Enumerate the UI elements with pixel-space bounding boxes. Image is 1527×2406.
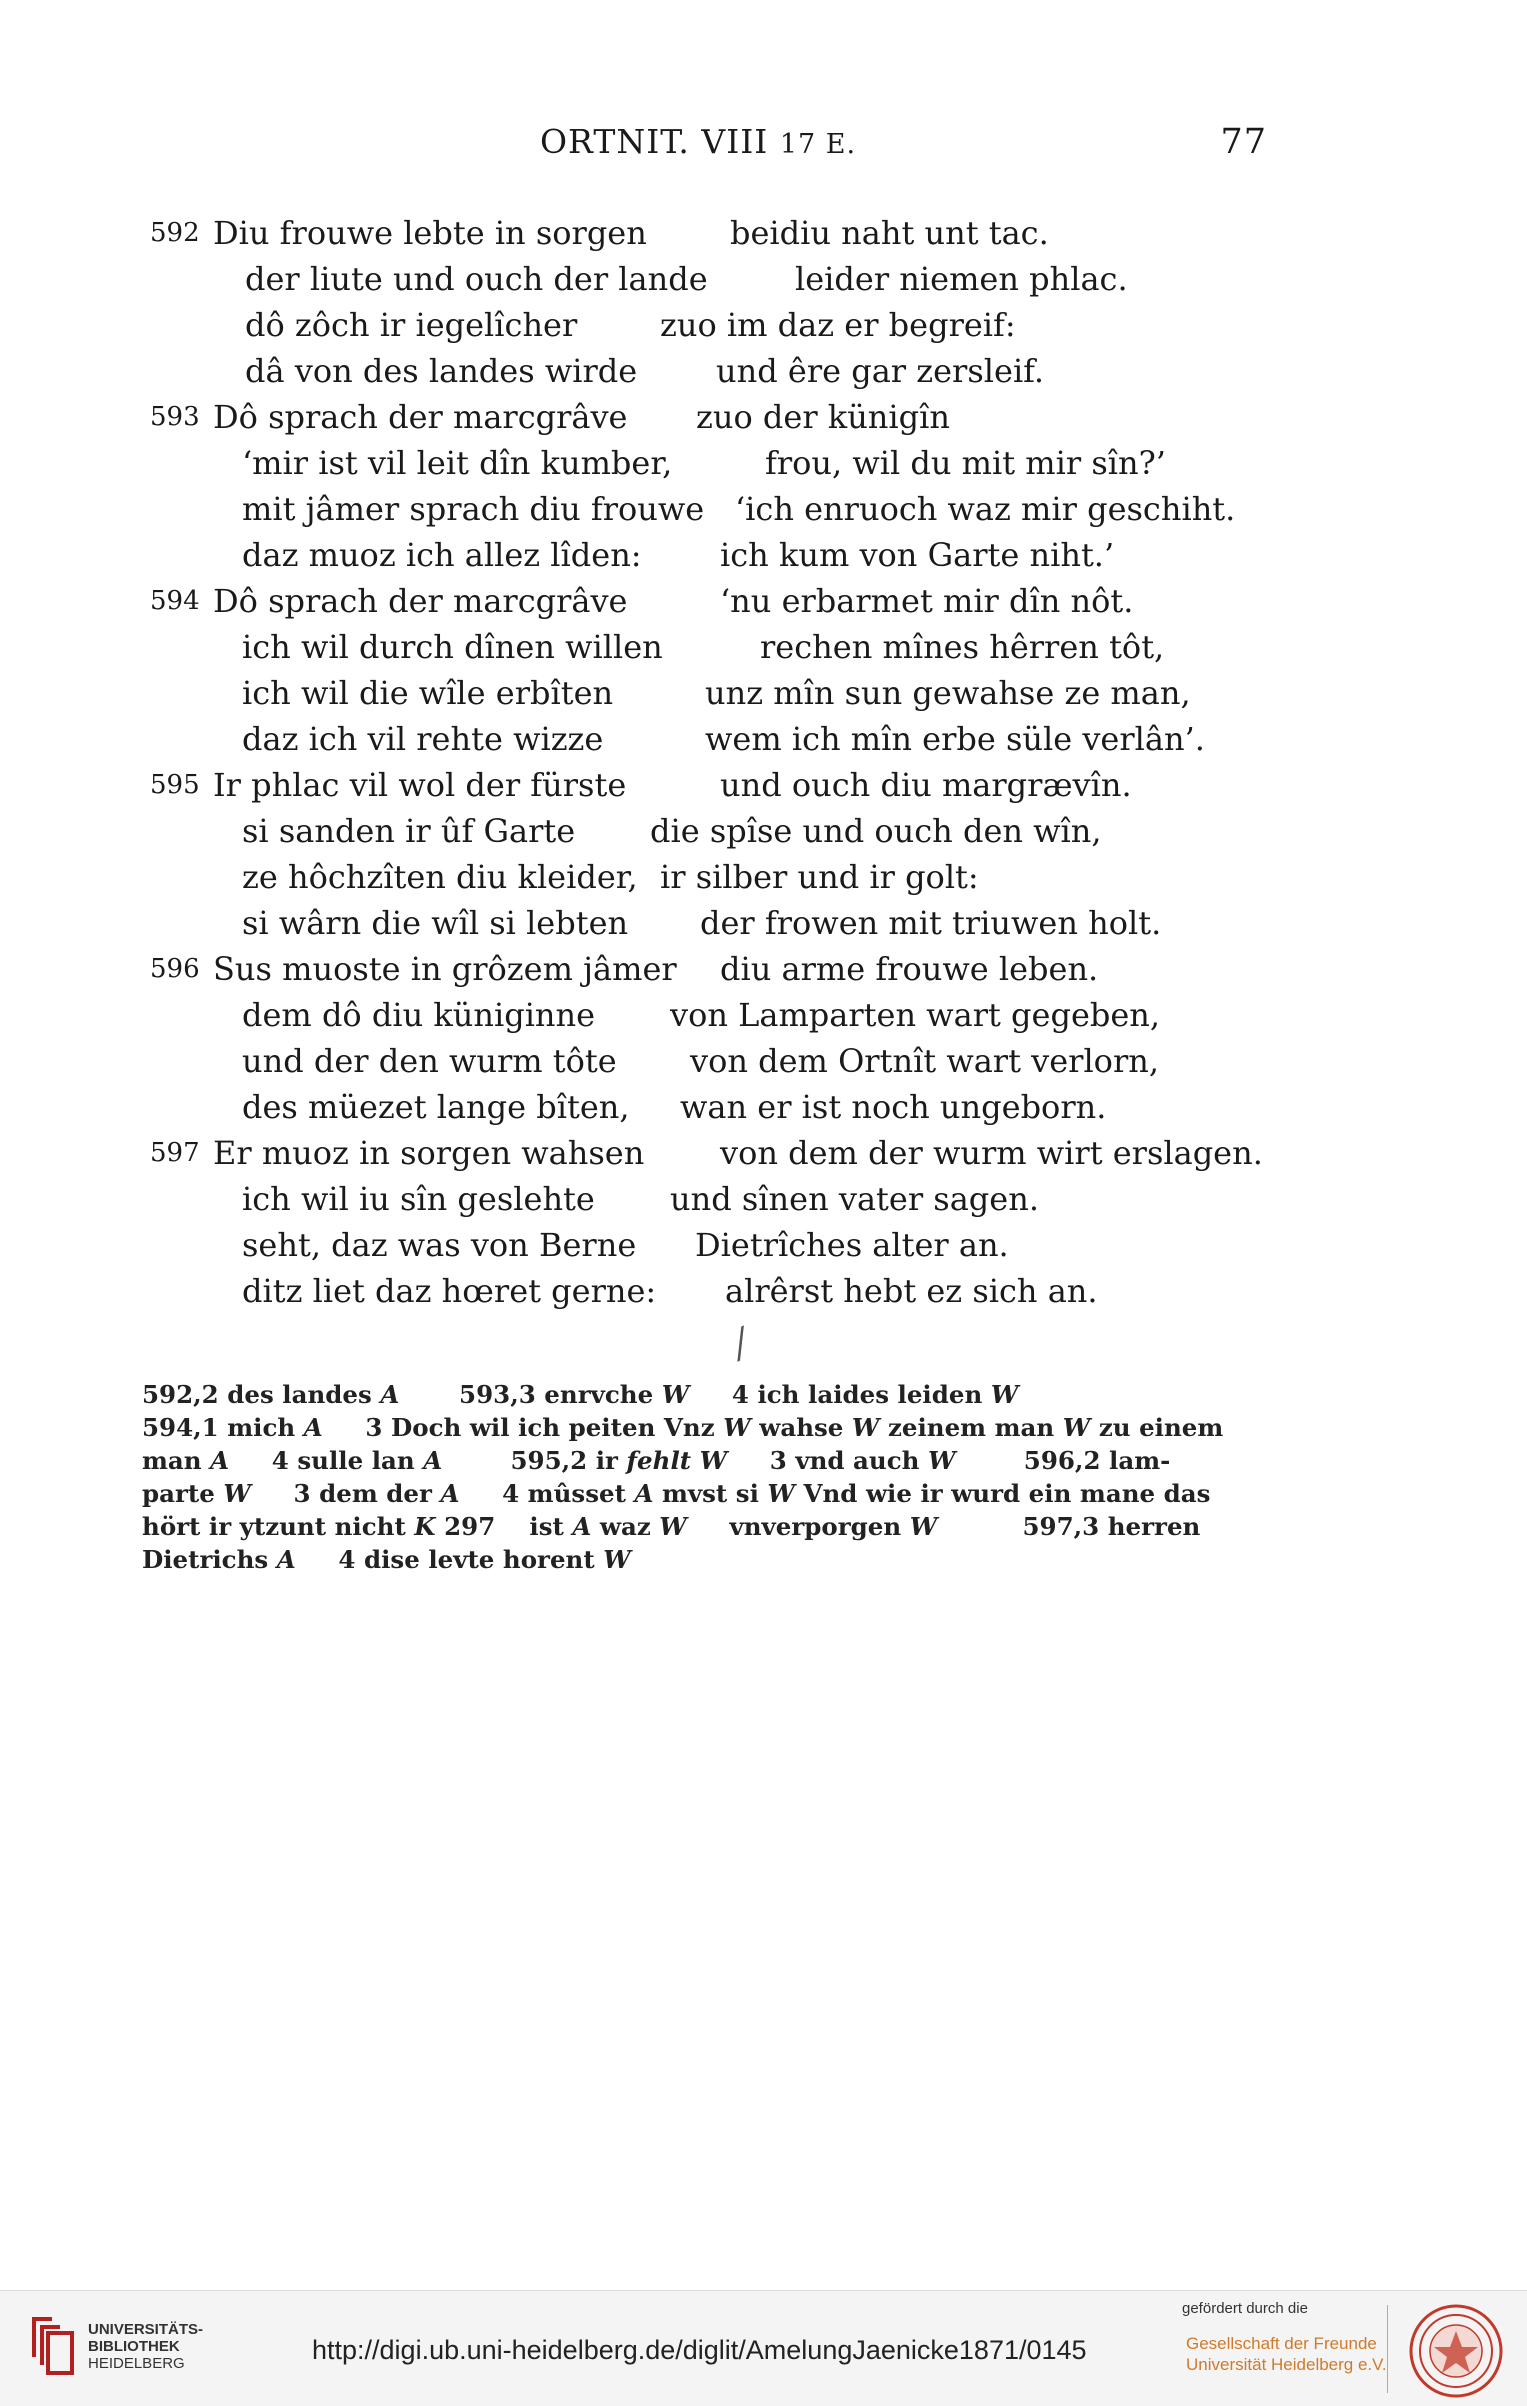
- verse-half-line-b: alrêrst hebt ez sich an.: [725, 1272, 1098, 1310]
- manuscript-siglum: A: [276, 1545, 296, 1574]
- verse-line: [150, 624, 1280, 670]
- manuscript-siglum: A: [423, 1446, 443, 1475]
- verse-half-line-b: frou, wil du mit mir sîn?’: [765, 444, 1166, 482]
- apparatus-line: [142, 1477, 1257, 1510]
- apparatus-text: 297 ist: [435, 1512, 573, 1541]
- apparatus-text: wahse: [750, 1413, 852, 1442]
- verse-half-line-b: der frowen mit triuwen holt.: [700, 904, 1162, 942]
- manuscript-siglum: W: [1062, 1413, 1091, 1442]
- stanza-number: 592: [150, 218, 200, 248]
- verse-line: [150, 210, 1280, 256]
- verse-half-line-b: wem ich mîn erbe süle verlân’.: [705, 720, 1205, 758]
- stanza-number: 597: [150, 1138, 200, 1168]
- verse-half-line-a: mit jâmer sprach diu frouwe: [242, 490, 705, 528]
- university-seal-icon: [1408, 2303, 1504, 2399]
- manuscript-siglum: A: [634, 1479, 654, 1508]
- apparatus-text: vnverporgen: [686, 1512, 910, 1541]
- verse-half-line-a: daz muoz ich allez lîden:: [242, 536, 642, 574]
- verse-half-line-b: unz mîn sun gewahse ze man,: [705, 674, 1191, 712]
- verse-line: [150, 762, 1280, 808]
- manuscript-siglum: W: [851, 1413, 880, 1442]
- verse-half-line-a: Dô sprach der marcgrâve: [213, 582, 628, 620]
- manuscript-siglum: W: [659, 1512, 687, 1541]
- verse-line: [150, 256, 1280, 302]
- apparatus-text: Vnd wie ir wurd ein mane das: [794, 1479, 1211, 1508]
- manuscript-siglum: W: [723, 1413, 751, 1442]
- verse-half-line-a: Diu frouwe lebte in sorgen: [213, 214, 647, 252]
- verse-half-line-a: ditz liet daz hœret gerne:: [242, 1272, 657, 1310]
- manuscript-siglum: W: [990, 1380, 1019, 1409]
- apparatus-text: 4 mûsset: [459, 1479, 635, 1508]
- verse-half-line-b: leider niemen phlac.: [795, 260, 1128, 298]
- manuscript-siglum: W: [767, 1479, 795, 1508]
- pencil-mark: ⁄: [728, 1322, 755, 1368]
- manuscript-siglum: A: [303, 1413, 323, 1442]
- manuscript-siglum: W: [661, 1380, 690, 1409]
- apparatus-text: parte: [142, 1479, 224, 1508]
- verse-line: [150, 394, 1280, 440]
- verse-half-line-a: ich wil iu sîn geslehte: [242, 1180, 595, 1218]
- apparatus-text: waz: [591, 1512, 660, 1541]
- verse-half-line-a: Er muoz in sorgen wahsen: [213, 1134, 645, 1172]
- verse-line: [150, 900, 1280, 946]
- manuscript-siglum: A: [572, 1512, 592, 1541]
- verse-line: [150, 1268, 1280, 1314]
- verse-half-line-a: Sus muoste in grôzem jâmer: [213, 950, 677, 988]
- verse-half-line-b: zuo der künigîn: [696, 398, 950, 436]
- apparatus-text: man: [142, 1446, 211, 1475]
- verse-line: [150, 1222, 1280, 1268]
- verse-half-line-a: des müezet lange bîten,: [242, 1088, 630, 1126]
- apparatus-text: Dietrichs: [142, 1545, 277, 1574]
- verse-line: [150, 1130, 1280, 1176]
- verse-half-line-a: dâ von des landes wirde: [245, 352, 638, 390]
- apparatus-text: mvst si: [653, 1479, 768, 1508]
- manuscript-siglum: W: [603, 1545, 631, 1574]
- verse-half-line-b: rechen mînes hêrren tôt,: [760, 628, 1165, 666]
- apparatus-line: [142, 1378, 1257, 1411]
- verse-line: [150, 1038, 1280, 1084]
- verse-half-line-a: Ir phlac vil wol der fürste: [213, 766, 627, 804]
- apparatus-text: zeinem man: [879, 1413, 1063, 1442]
- apparatus-text: 592,2 des landes: [142, 1380, 381, 1409]
- manuscript-siglum: K: [414, 1512, 436, 1541]
- apparatus-text: 4 dise levte horent: [295, 1545, 604, 1574]
- verse-text: [150, 210, 1280, 1314]
- permalink-url[interactable]: http://digi.ub.uni-heidelberg.de/diglit/AmelungJaenicke1871/0145: [312, 2335, 1087, 2365]
- sponsor-label: gefördert durch die: [1182, 2300, 1308, 2317]
- stanza-number: 596: [150, 954, 200, 984]
- apparatus-line: [142, 1411, 1257, 1444]
- apparatus-text: 3 Doch wil ich peiten Vnz: [322, 1413, 724, 1442]
- verse-half-line-a: dô zôch ir iegelîcher: [245, 306, 578, 344]
- verse-line: [150, 578, 1280, 624]
- verse-half-line-a: der liute und ouch der lande: [245, 260, 708, 298]
- critical-apparatus: [142, 1378, 1257, 1576]
- running-title: ORTNIT. VIII 17 E.: [540, 122, 857, 161]
- verse-half-line-a: seht, daz was von Berne: [242, 1226, 637, 1264]
- verse-half-line-a: si sanden ir ûf Garte: [242, 812, 576, 850]
- apparatus-line: [142, 1543, 1257, 1576]
- verse-line: [150, 302, 1280, 348]
- verse-line: [150, 854, 1280, 900]
- apparatus-text: 597,3 herren: [937, 1512, 1201, 1541]
- stanza-number: 594: [150, 586, 200, 616]
- manuscript-siglum: A: [440, 1479, 460, 1508]
- verse-half-line-b: von dem Ortnît wart verlorn,: [690, 1042, 1160, 1080]
- verse-line: [150, 486, 1280, 532]
- page-number: 77: [1220, 122, 1267, 162]
- apparatus-text: 3 dem der: [250, 1479, 441, 1508]
- verse-half-line-b: beidiu naht unt tac.: [730, 214, 1049, 252]
- verse-half-line-b: ir silber und ir golt:: [660, 858, 979, 896]
- apparatus-text: 4 sulle lan: [229, 1446, 424, 1475]
- apparatus-text: 594,1 mich: [142, 1413, 304, 1442]
- verse-half-line-b: wan er ist noch ungeborn.: [680, 1088, 1107, 1126]
- manuscript-siglum: W: [699, 1446, 728, 1475]
- verse-half-line-b: die spîse und ouch den wîn,: [650, 812, 1102, 850]
- verse-half-line-b: und êre gar zersleif.: [716, 352, 1045, 390]
- verse-half-line-b: und ouch diu margrævîn.: [720, 766, 1132, 804]
- verse-half-line-b: ich kum von Garte niht.’: [720, 536, 1115, 574]
- apparatus-text: 3 vnd auch: [727, 1446, 929, 1475]
- verse-half-line-a: ich wil durch dînen willen: [242, 628, 663, 666]
- apparatus-text: 4 ich laides leiden: [689, 1380, 991, 1409]
- digitization-footer: [0, 2290, 1527, 2406]
- verse-line: [150, 670, 1280, 716]
- verse-half-line-b: ‘nu erbarmet mir dîn nôt.: [720, 582, 1134, 620]
- apparatus-text: 596,2 lam-: [955, 1446, 1171, 1475]
- verse-half-line-a: ich wil die wîle erbîten: [242, 674, 614, 712]
- footer-divider: [1387, 2305, 1388, 2393]
- verse-half-line-b: von Lamparten wart gegeben,: [670, 996, 1161, 1034]
- apparatus-text: zu einem: [1090, 1413, 1224, 1442]
- verse-line: [150, 348, 1280, 394]
- stanza-number: 595: [150, 770, 200, 800]
- verse-half-line-a: und der den wurm tôte: [242, 1042, 617, 1080]
- verse-half-line-b: diu arme frouwe leben.: [720, 950, 1099, 988]
- manuscript-siglum: W: [223, 1479, 251, 1508]
- apparatus-text: [691, 1446, 700, 1475]
- verse-line: [150, 1084, 1280, 1130]
- apparatus-line: [142, 1444, 1257, 1477]
- verse-line: [150, 440, 1280, 486]
- verse-line: [150, 946, 1280, 992]
- verse-half-line-a: ‘mir ist vil leit dîn kumber,: [242, 444, 673, 482]
- running-header: [540, 122, 1267, 170]
- verse-half-line-a: si wârn die wîl si lebten: [242, 904, 629, 942]
- apparatus-text: hört ir ytzunt nicht: [142, 1512, 415, 1541]
- verse-line: [150, 992, 1280, 1038]
- library-logo-icon: [28, 2311, 78, 2379]
- verse-line: [150, 808, 1280, 854]
- verse-half-line-b: zuo im daz er begreif:: [660, 306, 1016, 344]
- manuscript-siglum: W: [909, 1512, 938, 1541]
- verse-line: [150, 1176, 1280, 1222]
- apparatus-text: fehlt: [626, 1446, 692, 1475]
- verse-half-line-a: Dô sprach der marcgrâve: [213, 398, 628, 436]
- stanza-number: 593: [150, 402, 200, 432]
- apparatus-line: [142, 1510, 1257, 1543]
- manuscript-siglum: A: [210, 1446, 230, 1475]
- sponsor-name: Gesellschaft der Freunde Universität Heidelberg e.V.: [1186, 2334, 1387, 2374]
- verse-line: [150, 716, 1280, 762]
- verse-half-line-b: und sînen vater sagen.: [670, 1180, 1039, 1218]
- apparatus-text: 595,2 ir: [442, 1446, 627, 1475]
- verse-half-line-b: Dietrîches alter an.: [695, 1226, 1009, 1264]
- apparatus-text: 593,3 enrvche: [399, 1380, 662, 1409]
- library-name: UNIVERSITÄTS- BIBLIOTHEK HEIDELBERG: [88, 2321, 204, 2372]
- verse-half-line-a: dem dô diu küniginne: [242, 996, 596, 1034]
- verse-half-line-b: ‘ich enruoch waz mir geschiht.: [735, 490, 1236, 528]
- verse-half-line-b: von dem der wurm wirt erslagen.: [720, 1134, 1263, 1172]
- verse-half-line-a: daz ich vil rehte wizze: [242, 720, 604, 758]
- manuscript-siglum: W: [928, 1446, 956, 1475]
- verse-line: [150, 532, 1280, 578]
- manuscript-siglum: A: [380, 1380, 400, 1409]
- verse-half-line-a: ze hôchzîten diu kleider,: [242, 858, 638, 896]
